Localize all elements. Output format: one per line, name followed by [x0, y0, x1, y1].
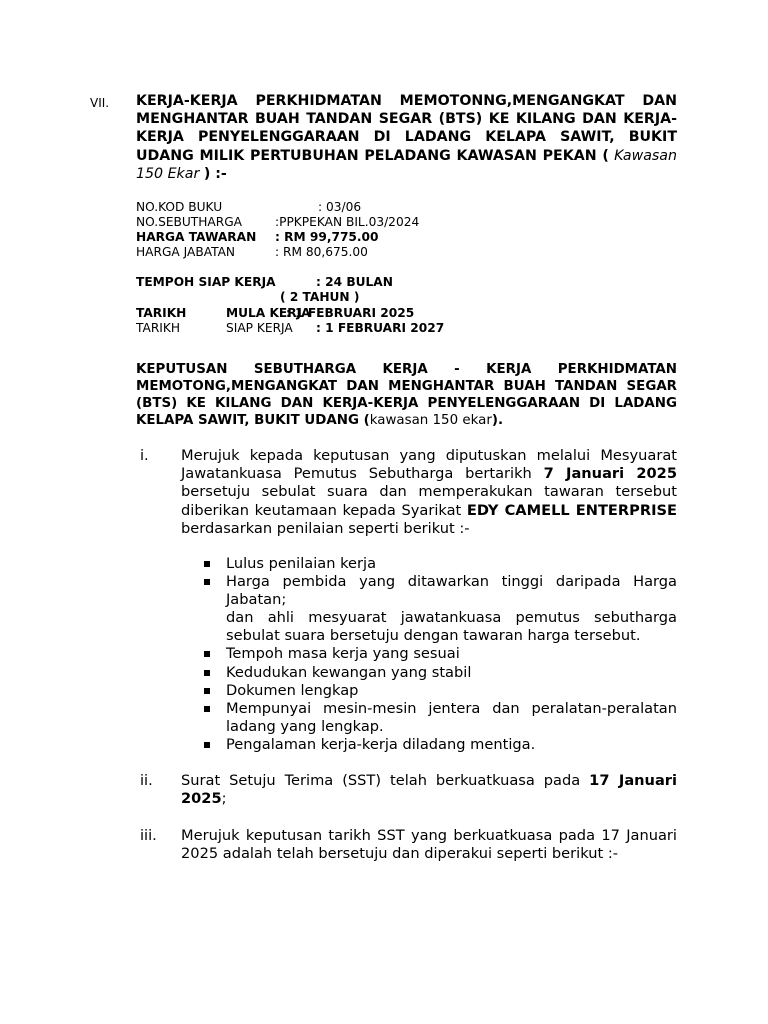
info-sebutharga — [136, 215, 419, 230]
criteria-list — [200, 555, 677, 754]
section-number: VII. — [90, 96, 110, 110]
harga-jabatan-label: HARGA JABATAN — [136, 245, 236, 259]
harga-jabatan-value: : RM 80,675.00 — [275, 245, 368, 259]
section-title — [136, 92, 677, 183]
tempoh-label: TEMPOH SIAP KERJA — [136, 275, 276, 289]
section-title-italic: Kawasan 150 Ekar — [136, 147, 677, 182]
keputusan-end: ). — [491, 413, 504, 428]
item-ii-part2: ; — [221, 790, 227, 808]
kod-buku-value: : 03/06 — [318, 200, 362, 214]
list-item — [200, 682, 677, 700]
list-item — [200, 645, 677, 663]
list-item-number: ii. — [140, 772, 153, 789]
item-i-date: 7 Januari 2025 — [543, 465, 677, 483]
info-harga-tawaran — [136, 230, 379, 245]
keputusan-bold: KEPUTUSAN SEBUTHARGA KERJA - KERJA PERKHIDMATAN MEMOTONG,MENGANGKAT DAN MENGHANTAR BUAH TANDAN SEGAR (BTS) KE KILANG DAN KERJA-KERJA PENYELENGGARAAN DI LADANG KELAPA SAWIT, BUKIT UDANG ( — [136, 362, 677, 428]
list-item-number: i. — [140, 447, 149, 464]
sebutharga-value: :PPKPEKAN BIL.03/2024 — [275, 215, 420, 229]
harga-tawaran-value: : RM 99,775.00 — [275, 230, 379, 244]
bullet-square-icon — [204, 742, 210, 748]
item-i-part3: berdasarkan penilaian seperti berikut :- — [181, 519, 470, 537]
kod-buku-label: NO.KOD BUKU — [136, 200, 223, 214]
keputusan-normal: kawasan 150 ekar — [369, 413, 492, 428]
section-title-close: ) :- — [203, 165, 227, 182]
list-item — [200, 573, 677, 609]
tarikh-mula-label: TARIKH — [136, 306, 187, 320]
tempoh-years: ( 2 TAHUN ) — [280, 290, 360, 304]
item-ii-part1: Surat Setuju Terima (SST) telah berkuatkuasa pada — [181, 772, 590, 789]
bullet-note-text: dan ahli mesyuarat jawatankuasa pemutus sebutharga sebulat suara bersetuju dengan tawaran harga tersebut. — [226, 609, 677, 645]
bullet-note — [200, 609, 677, 645]
bullet-square-icon — [204, 579, 210, 585]
info-tempoh — [136, 275, 393, 290]
section-title-main: KERJA-KERJA PERKHIDMATAN MEMOTONNG,MENGANGKAT DAN MENGHANTAR BUAH TANDAN SEGAR (BTS) KE KILANG DAN KERJA-KERJA PENYELENGGARAAN DI LADANG KELAPA SAWIT, BUKIT UDANG MILIK PERTUBUHAN PELADANG KAWASAN PEKAN — [136, 93, 677, 164]
list-item-ii — [140, 772, 677, 810]
list-item — [200, 555, 677, 573]
item-i-company: EDY CAMELL ENTERPRISE — [466, 501, 677, 519]
bullet-text: Pengalaman kerja-kerja diladang mentiga. — [226, 735, 536, 753]
sebutharga-label: NO.SEBUTHARGA — [136, 215, 243, 229]
bullet-text: Lulus penilaian kerja — [226, 555, 377, 572]
list-item-text: Merujuk keputusan tarikh SST yang berkuatkuasa pada 17 Januari 2025 adalah telah bersetuju dan diperakui seperti berikut :- — [181, 827, 677, 863]
harga-tawaran-label: HARGA TAWARAN — [136, 230, 257, 244]
info-tarikh-siap — [136, 321, 445, 336]
item-ii-date: 17 Januari 2025 — [181, 772, 677, 808]
list-item-text — [181, 447, 677, 538]
bullet-text: Mempunyai mesin-mesin jentera dan peralatan-peralatan ladang yang lengkap. — [226, 699, 677, 735]
info-harga-jabatan — [136, 245, 368, 260]
bullet-text: Dokumen lengkap — [226, 681, 359, 699]
bullet-text: Harga pembida yang ditawarkan tinggi daripada Harga Jabatan; — [226, 573, 677, 609]
tarikh-siap-sub: SIAP KERJA — [226, 321, 293, 335]
list-item-number: iii. — [140, 827, 157, 844]
bullet-text: Tempoh masa kerja yang sesuai — [226, 645, 460, 663]
info-kod-buku — [136, 200, 361, 215]
list-item-i — [140, 447, 677, 539]
list-item — [200, 664, 677, 682]
list-item-iii — [140, 827, 677, 883]
tarikh-siap-value: : 1 FEBRUARI 2027 — [316, 321, 445, 335]
tarikh-mula-value: : 1 FEBRUARI 2025 — [286, 306, 415, 320]
info-tarikh-mula — [136, 306, 415, 321]
tarikh-mula-sub: MULA KERJA — [226, 306, 311, 320]
tarikh-siap-label: TARIKH — [136, 321, 181, 335]
list-item-text — [181, 772, 677, 808]
list-item — [200, 736, 677, 754]
bullet-text: Kedudukan kewangan yang stabil — [226, 663, 472, 681]
bullet-square-icon — [204, 706, 210, 712]
bullet-square-icon — [204, 688, 210, 694]
bullet-square-icon — [204, 561, 210, 567]
bullet-square-icon — [204, 651, 210, 657]
list-item — [200, 700, 677, 736]
item-i-part1: Merujuk kepada keputusan yang diputuskan melalui Mesyuarat Jawatankuasa Pemutus Sebutharga bertarikh — [181, 447, 677, 483]
keputusan-paragraph — [136, 361, 677, 429]
tempoh-value: : 24 BULAN — [316, 275, 393, 289]
item-i-part2: bersetuju sebulat suara dan memperakukan tawaran tersebut diberikan keutamaan kepada Syarikat — [181, 483, 677, 519]
section-title-open: ( — [602, 147, 609, 164]
bullet-square-icon — [204, 670, 210, 676]
